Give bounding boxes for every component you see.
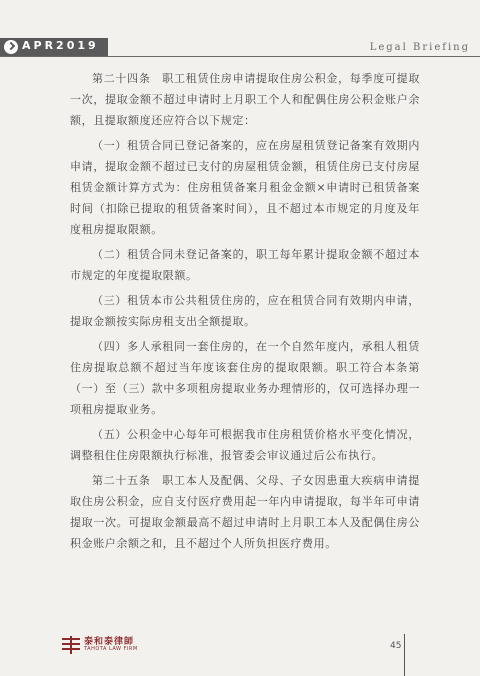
- paragraph: 第二十五条 职工本人及配偶、父母、子女因患重大疾病申请提取住房公积金，应自支付医疗费用起一年内申请提取，每半年可申请提取一次。可提取金额最高不超过申请时上月职工本人及配偶住房公积金账户余额之和，且不超过个人所负担医疗费用。: [70, 474, 420, 550]
- issue-date: APR2019: [22, 39, 99, 52]
- article-body: [70, 68, 420, 558]
- page-number: 45: [390, 641, 402, 651]
- paragraph: （三）租赁本市公共租赁住房的，应在租赁合同有效期内申请，提取金额按实际房租支出全额提取。: [70, 294, 420, 328]
- header-date-block: [0, 38, 108, 56]
- paragraph: （一）租赁合同已登记备案的，应在房屋租赁登记备案有效期内申请，提取金额不超过已支付的房屋租赁金额，租赁住房已支付房屋租赁金额计算方式为：住房租赁备案月租金金额×申请时已租赁备案时间（扣除已提取的租赁备案时间），且不超过本市规定的月度及年度租房提取限额。: [70, 139, 420, 236]
- page-header: [0, 38, 480, 58]
- paragraph: （四）多人承租同一套住房的，在一个自然年度内，承租人租赁住房提取总额不超过当年度该套住房的提取限额。职工符合本条第（一）至（三）款中多项租房提取业务办理情形的，仅可选择办理一项租房提取业务。: [70, 340, 420, 416]
- publication-title: Legal Briefing: [369, 42, 470, 53]
- firm-name-cn: 泰和泰律師: [84, 637, 135, 647]
- paragraph: 第二十四条 职工租赁住房申请提取住房公积金，每季度可提取一次，提取金额不超过申请时上月职工个人和配偶住房公积金账户余额，且提取额度还应符合以下规定：: [70, 72, 420, 127]
- firm-logo: [62, 634, 182, 660]
- firm-name-en: TAHOTA LAW FIRM: [84, 646, 138, 652]
- paragraph: （二）租赁合同未登记备案的，职工每年累计提取金额不超过本市规定的年度提取限额。: [70, 248, 420, 282]
- firm-logo-icon: [62, 636, 80, 654]
- arrow-right-icon: [4, 40, 18, 54]
- paragraph: （五）公积金中心每年可根据我市住房租赁价格水平变化情况，调整租住住房限额执行标准，报管委会审议通过后公布执行。: [70, 428, 420, 462]
- footer-divider: [404, 634, 405, 676]
